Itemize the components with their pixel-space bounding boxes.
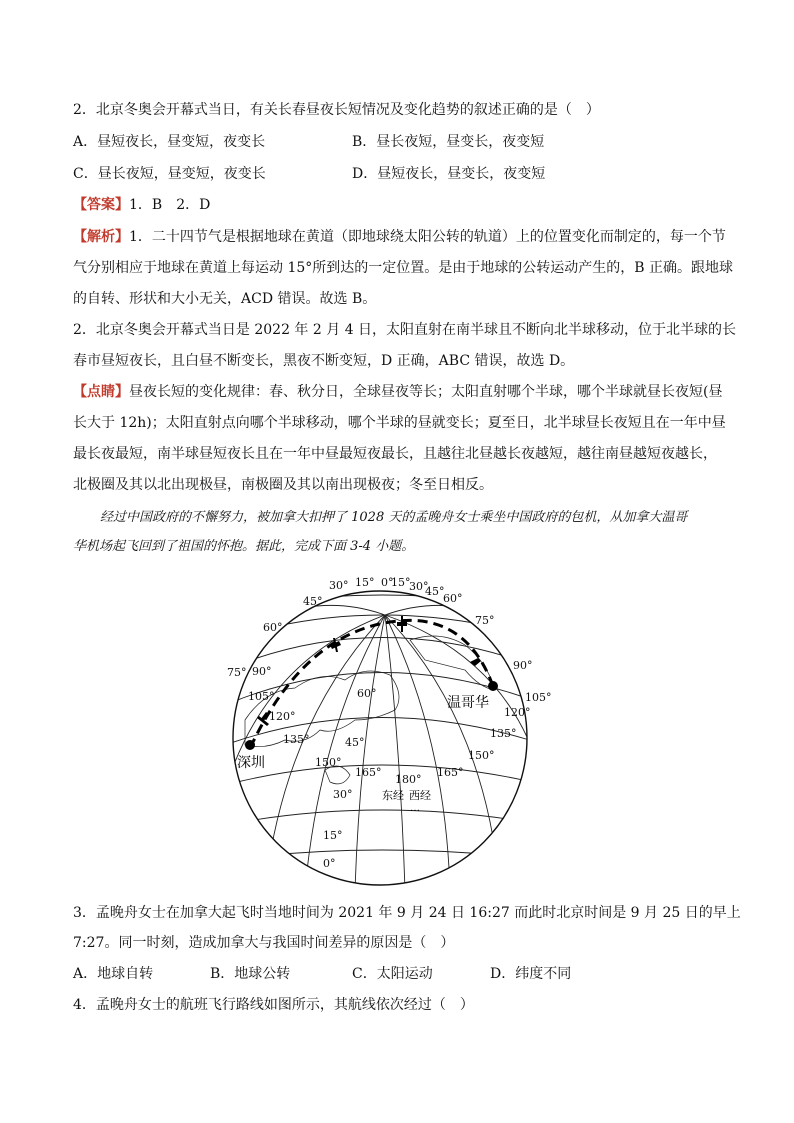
- analysis-line-1: [73, 227, 726, 247]
- deg-label: 105°: [248, 690, 275, 703]
- tips-line-3: 最长夜最短，南半球昼短夜长且在一年中昼最短夜最长，且越往北昼越长夜越短，越往南昼越短夜越长，: [73, 446, 717, 462]
- vancouver-dot: [488, 681, 498, 691]
- q3-option-a: A．地球自转: [73, 966, 154, 982]
- analysis-line-4: 2．北京冬奥会开幕式当日是 2022 年 2 月 4 日，太阳直射在南半球且不断向北半球移动，位于北半球的长: [73, 322, 737, 338]
- deg-label: 30°: [333, 788, 353, 801]
- east-longitude-label: 东经: [382, 789, 404, 802]
- deg-label: 30°: [329, 579, 349, 592]
- answer-tag: 【答案】: [73, 197, 129, 213]
- deg-label: 150°: [315, 756, 342, 769]
- deg-label: 90°: [252, 665, 272, 678]
- tips-tag: 【点睛】: [73, 384, 129, 400]
- deg-label: 15°: [355, 576, 375, 589]
- deg-label: 60°: [263, 621, 283, 634]
- ellipsis-mark: …: [410, 803, 420, 814]
- tips-text-1: 昼夜长短的变化规律：春、秋分日，全球昼夜等长；太阳直射哪个半球，哪个半球就昼长夜短(昼: [129, 384, 723, 400]
- deg-label: 15°: [391, 576, 411, 589]
- west-longitude-label: 西经: [409, 789, 431, 802]
- deg-label: 180°: [395, 773, 422, 786]
- answer-line: [73, 195, 210, 215]
- deg-label: 75°: [475, 614, 495, 627]
- q2-stem: 2．北京冬奥会开幕式当日，有关长春昼夜长短情况及变化趋势的叙述正确的是（ ）: [73, 102, 600, 118]
- deg-label: 120°: [269, 710, 296, 723]
- deg-label: 45°: [303, 595, 323, 608]
- q4-stem: 4．孟晚舟女士的航班飞行路线如图所示，其航线依次经过（ ）: [73, 997, 474, 1013]
- deg-label: 150°: [468, 749, 495, 762]
- tips-line-1: [73, 382, 722, 402]
- analysis-line-5: 春市昼短夜长，且白昼不断变长，黑夜不断变短，D 正确，ABC 错误，故选 D。: [73, 353, 575, 369]
- q3-line-1: 3．孟晚舟女士在加拿大起飞时当地时间为 2021 年 9 月 24 日 16:27 而此时北京时间是 9 月 25 日的早上: [73, 905, 741, 921]
- shenzhen-dot: [245, 740, 255, 750]
- deg-label: 165°: [355, 766, 382, 779]
- analysis-line-3: 的自转、形状和大小无关，ACD 错误。故选 B。: [73, 291, 377, 307]
- deg-label: 105°: [525, 691, 552, 704]
- globe-outline: [233, 591, 527, 885]
- deg-label: 90°: [513, 659, 533, 672]
- analysis-tag: 【解析】: [73, 229, 129, 245]
- answer-text: 1．B 2．D: [129, 197, 211, 213]
- deg-label: 15°: [323, 829, 343, 842]
- q3-line-2: 7:27。同一时刻，造成加拿大与我国时间差异的原因是（ ）: [73, 935, 455, 951]
- intro-line-1: 经过中国政府的不懈努力，被加拿大扣押了 1028 天的孟晚舟女士乘坐中国政府的包机，从加拿大温哥: [100, 510, 688, 525]
- deg-label: 45°: [345, 736, 365, 749]
- deg-label: 45°: [425, 585, 445, 598]
- deg-label: 120°: [504, 706, 531, 719]
- intro-line-2: 华机场起飞回到了祖国的怀抱。据此，完成下面 3-4 小题。: [73, 539, 415, 554]
- q3-option-c: C．太阳运动: [352, 966, 433, 982]
- globe-map: [225, 570, 552, 890]
- deg-label: 30°: [409, 580, 429, 593]
- deg-label: 135°: [490, 727, 517, 740]
- q2-option-c: C．昼长夜短，昼变短，夜变长: [73, 166, 266, 182]
- shenzhen-label: 深圳: [237, 755, 265, 771]
- vancouver-label: 温哥华: [447, 695, 489, 711]
- q2-option-b: B．昼长夜短，昼变长，夜变短: [352, 134, 545, 150]
- deg-label: 135°: [283, 733, 310, 746]
- analysis-line-2: 气分别相应于地球在黄道上每运动 15°所到达的一定位置。是由于地球的公转运动产生的，B 正确。跟地球: [73, 260, 734, 276]
- q2-option-d: D．昼短夜长，昼变长，夜变短: [352, 166, 546, 182]
- deg-label: 165°: [437, 766, 464, 779]
- tips-line-2: 长大于 12h)；太阳直射点向哪个半球移动，哪个半球的昼就变长；夏至日，北半球昼长夜短且在一年中昼: [73, 415, 726, 431]
- deg-label: 0°: [381, 576, 394, 589]
- deg-label: 0°: [323, 857, 336, 870]
- q3-option-d: D．纬度不同: [490, 966, 572, 982]
- q3-option-b: B．地球公转: [210, 966, 291, 982]
- deg-label: 75°: [227, 666, 247, 679]
- tips-line-4: 北极圈及其以北出现极昼，南极圈及其以南出现极夜；冬至日相反。: [73, 477, 493, 493]
- deg-label: 60°: [357, 687, 377, 700]
- q2-option-a: A．昼短夜长，昼变短，夜变长: [73, 134, 266, 150]
- deg-label: 60°: [443, 592, 463, 605]
- analysis-text-1: 1．二十四节气是根据地球在黄道（即地球绕太阳公转的轨道）上的位置变化而制定的，每一个节: [129, 229, 726, 245]
